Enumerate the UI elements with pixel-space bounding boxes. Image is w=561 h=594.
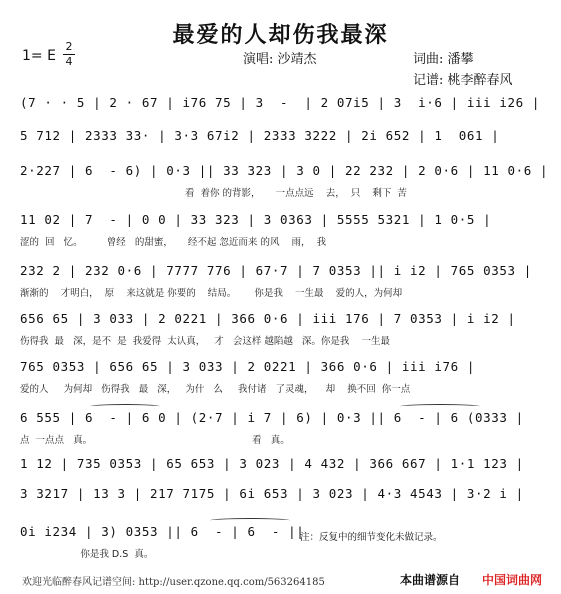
source-label: 本曲谱源自 xyxy=(400,573,461,587)
notation-line: 656 65 | 3 033 | 2 0221 | 366 0·6 | iii 176 | 7 0353 | i i2 | xyxy=(20,311,516,326)
song-title: 最爱的人却伤我最深 xyxy=(172,22,389,48)
notation-line: 2·227 | 6 - 6) | 0·3 || 33 323 | 3 0 | 22 232 | 2 0·6 | 11 0·6 | xyxy=(20,163,549,178)
score-row xyxy=(20,456,540,471)
key-signature: 1= E xyxy=(22,48,56,64)
score-row xyxy=(20,163,549,199)
score-row xyxy=(20,212,540,248)
slur-mark xyxy=(400,404,480,409)
brand-label[interactable]: 中国词曲网 xyxy=(482,573,543,587)
score-row xyxy=(20,410,540,446)
repeat-note: 注：反复中的细节变化未做记录。 xyxy=(300,532,443,543)
transcriber-credit: 记谱: 桃李醉春风 xyxy=(413,73,513,88)
score-row xyxy=(20,359,540,395)
score-row xyxy=(20,263,540,299)
score-row xyxy=(20,128,540,143)
lyric-line: 你是我 D.S 真。 xyxy=(20,549,154,560)
notation-line: 11 02 | 7 - | 0 0 | 33 323 | 3 0363 | 5555 5321 | 1 0·5 | xyxy=(20,212,492,227)
notation-line: 1 12 | 735 0353 | 65 653 | 3 023 | 4 432 | 366 667 | 1·1 123 | xyxy=(20,456,524,471)
lyric-line: 爱的人 为何却 伤得我 最 深， 为什 么 我付诸 了灵魂， 却 换不回 你一点 xyxy=(20,384,411,395)
score-row xyxy=(20,311,540,347)
notation-line: 6 555 | 6 - | 6 0 | (2·7 | i 7 | 6) | 0·3 || 6 - | 6 (0333 | xyxy=(20,410,524,425)
time-sig-top: 2 xyxy=(65,40,73,53)
score-row xyxy=(20,486,540,501)
singer-credit: 演唱: 沙靖杰 xyxy=(243,52,317,67)
slur-mark xyxy=(90,404,160,409)
time-signature xyxy=(63,41,75,68)
notation-line: (7 · · 5 | 2 · 67 | i76 75 | 3 - | 2 07i5 | 3 i·6 | iii i26 | xyxy=(20,95,541,110)
lyric-line: 涩的 回 忆。 曾经 的甜蜜， 经不起 忽近而来 的风 雨， 我 xyxy=(20,237,327,248)
slur-mark xyxy=(210,518,290,523)
lyric-line: 渐渐的 才明白， 原 来这就是 你要的 结局。 你是我 一生最 爱的人，为何却 xyxy=(20,288,403,299)
notation-line: 3 3217 | 13 3 | 217 7175 | 6i 653 | 3 023 | 4·3 4543 | 3·2 i | xyxy=(20,486,524,501)
notation-line: 0i i234 | 3) 0353 || 6 - | 6 - || xyxy=(20,524,305,539)
lyric-line: 点 一点点 真。 看 真。 xyxy=(20,435,290,446)
lyric-line: 伤得我 最 深，是不 是 我爱得 太认真， 才 会这样 越陷越 深。你是我 一生最 xyxy=(20,336,390,347)
notation-line: 5 712 | 2333 33· | 3·3 67i2 | 2333 3222 | 2i 652 | 1 061 | xyxy=(20,128,500,143)
lyric-line: 看 着你 的背影， 一点点远 去， 只 剩下 苦 xyxy=(185,188,407,199)
footer-text: 欢迎光临醉春风记谱空间: http://user.qzone.qq.com/563264185 xyxy=(22,577,325,588)
notation-line: 765 0353 | 656 65 | 3 033 | 2 0221 | 366 0·6 | iii i76 | xyxy=(20,359,476,374)
score-row xyxy=(20,95,540,110)
composer-credit: 词曲: 潘攀 xyxy=(413,52,474,67)
score-row xyxy=(20,524,540,560)
notation-line: 232 2 | 232 0·6 | 7777 776 | 67·7 | 7 0353 || i i2 | 765 0353 | xyxy=(20,263,532,278)
time-sig-bottom: 4 xyxy=(65,55,73,68)
